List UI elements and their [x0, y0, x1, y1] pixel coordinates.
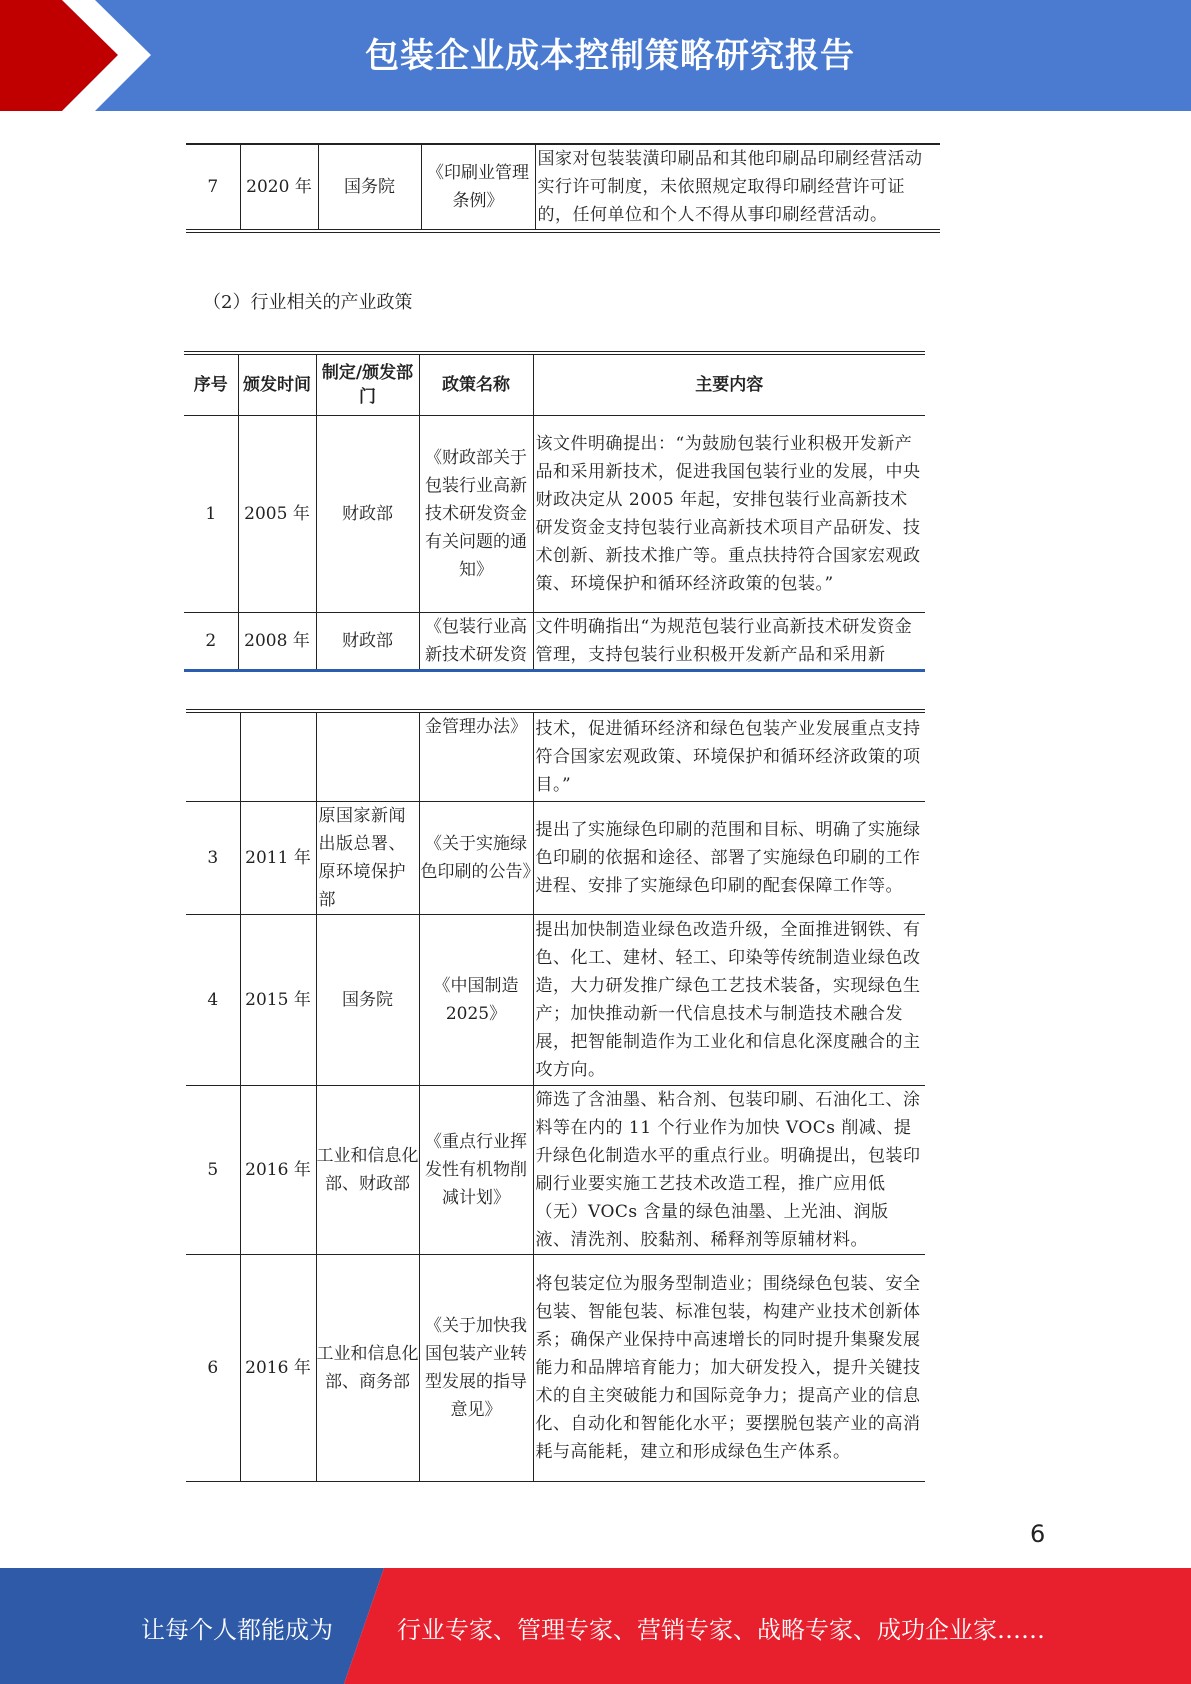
issuing-department: 原国家新闻出版总署、原环境保护部	[316, 802, 419, 915]
policy-name: 《中国制造 2025》	[419, 915, 533, 1086]
regulation-table-continued	[186, 143, 940, 233]
issuing-department: 工业和信息化部、财政部	[316, 1086, 419, 1255]
row-number: 7	[186, 144, 240, 231]
row-number: 5	[186, 1086, 240, 1255]
policy-name: 金管理办法》	[419, 711, 533, 802]
industry-policy-table	[184, 351, 925, 672]
row-number: 3	[186, 802, 240, 915]
report-title: 包装企业成本控制策略研究报告	[365, 36, 855, 76]
header-content: 主要内容	[533, 353, 925, 416]
regulation-name: 《印刷业管理条例》	[421, 144, 535, 231]
issue-year: 2016 年	[240, 1255, 316, 1482]
table-row	[186, 915, 925, 1086]
issuing-department: 国务院	[316, 915, 419, 1086]
table-row	[184, 416, 925, 613]
header-no: 序号	[184, 353, 238, 416]
policy-content: 提出加快制造业绿色改造升级，全面推进钢铁、有色、化工、建材、轻工、印染等传统制造业绿色改造，大力研发推广绿色工艺技术装备，实现绿色生产；加快推动新一代信息技术与制造技术融合发展，把智能制造作为工业化和信息化深度融合的主攻方向。	[533, 915, 925, 1086]
policy-name: 《关于实施绿色印刷的公告》	[419, 802, 533, 915]
page-number: 6	[1030, 1520, 1046, 1548]
issuing-department: 财政部	[316, 416, 419, 613]
industry-policy-table-continued	[186, 709, 925, 1482]
row-number: 6	[186, 1255, 240, 1482]
header-dept: 制定/颁发部门	[316, 353, 419, 416]
policy-content: 技术，促进循环经济和绿色包装产业发展重点支持符合国家宏观政策、环境保护和循环经济政策的项目。”	[533, 711, 925, 802]
empty-cell	[240, 711, 316, 802]
footer-slogan-right: 行业专家、管理专家、营销专家、战略专家、成功企业家……	[397, 1616, 1045, 1644]
policy-name: 《重点行业挥发性有机物削减计划》	[419, 1086, 533, 1255]
regulation-content: 国家对包装装潢印刷品和其他印刷品印刷经营活动实行许可制度，未依照规定取得印刷经营许可证的，任何单位和个人不得从事印刷经营活动。	[535, 144, 940, 231]
footer-slogan-left: 让每个人都能成为	[141, 1616, 333, 1644]
header-year: 颁发时间	[238, 353, 316, 416]
policy-content: 将包装定位为服务型制造业；围绕绿色包装、安全包装、智能包装、标准包装，构建产业技术创新体系；确保产业保持中高速增长的同时提升集聚发展能力和品牌培育能力；加大研发投入，提升关键技术的自主突破能力和国际竞争力；提高产业的信息化、自动化和智能化水平；要摆脱包装产业的高消耗与高能耗，建立和形成绿色生产体系。	[533, 1255, 925, 1482]
issue-year: 2015 年	[240, 915, 316, 1086]
issue-year: 2008 年	[238, 613, 316, 671]
issue-year: 2005 年	[238, 416, 316, 613]
page-header	[0, 0, 1191, 111]
section-heading: （2）行业相关的产业政策	[203, 292, 413, 313]
policy-content: 该文件明确提出：“为鼓励包装行业积极开发新产品和采用新技术，促进我国包装行业的发展，中央财政决定从 2005 年起，安排包装行业高新技术研发资金支持包装行业高新技术项目产品研发、技术创新、新技术推广等。重点扶持符合国家宏观政策、环境保护和循环经济政策的包装。”	[533, 416, 925, 613]
empty-cell	[316, 711, 419, 802]
empty-cell	[186, 711, 240, 802]
row-number: 1	[184, 416, 238, 613]
table-header-row	[184, 353, 925, 416]
policy-content: 文件明确指出“为规范包装行业高新技术研发资金管理，支持包装行业积极开发新产品和采用新	[533, 613, 925, 671]
table-row	[186, 144, 940, 231]
table-row-continuation	[186, 711, 925, 802]
table-row	[186, 1255, 925, 1482]
row-number: 2	[184, 613, 238, 671]
table-row	[186, 802, 925, 915]
policy-content: 筛选了含油墨、粘合剂、包装印刷、石油化工、涂料等在内的 11 个行业作为加快 VOCs 削减、提升绿色化制造水平的重点行业。明确提出，包装印刷行业要实施工艺技术改造工程，推广应用低（无）VOCs 含量的绿色油墨、上光油、润版液、清洗剂、胶黏剂、稀释剂等原辅材料。	[533, 1086, 925, 1255]
page-footer	[0, 1568, 1191, 1684]
table-row	[186, 1086, 925, 1255]
issue-year: 2011 年	[240, 802, 316, 915]
policy-name: 《包装行业高新技术研发资	[419, 613, 533, 671]
policy-name: 《财政部关于包装行业高新技术研发资金有关问题的通知》	[419, 416, 533, 613]
policy-name: 《关于加快我国包装产业转型发展的指导意见》	[419, 1255, 533, 1482]
issuing-department: 国务院	[318, 144, 421, 231]
table-row	[184, 613, 925, 671]
issue-year: 2016 年	[240, 1086, 316, 1255]
row-number: 4	[186, 915, 240, 1086]
policy-content: 提出了实施绿色印刷的范围和目标、明确了实施绿色印刷的依据和途径、部署了实施绿色印刷的工作进程、安排了实施绿色印刷的配套保障工作等。	[533, 802, 925, 915]
issuing-department: 工业和信息化部、商务部	[316, 1255, 419, 1482]
header-name: 政策名称	[419, 353, 533, 416]
issuing-department: 财政部	[316, 613, 419, 671]
issue-year: 2020 年	[240, 144, 318, 231]
